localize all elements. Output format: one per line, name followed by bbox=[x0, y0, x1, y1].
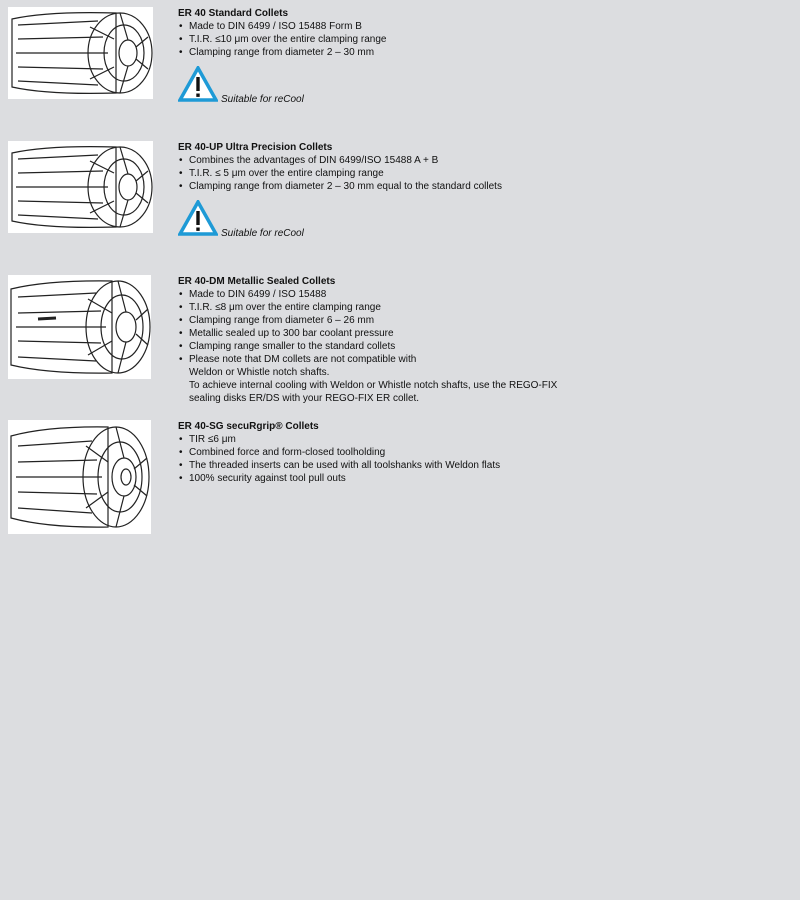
feature-item: • Clamping range from diameter 6 – 26 mm bbox=[178, 314, 778, 327]
collet-metallic-sealed-icon bbox=[8, 275, 151, 379]
feature-item: • T.I.R. ≤10 μm over the entire clamping range bbox=[178, 33, 778, 46]
product-er40-standard bbox=[8, 7, 778, 122]
feature-item: • TIR ≤6 μm bbox=[178, 433, 778, 446]
feature-item: • Please note that DM collets are not compatible with bbox=[178, 353, 778, 366]
feature-continuation bbox=[178, 366, 778, 405]
collet-standard-icon bbox=[8, 7, 153, 99]
continuation-line: Weldon or Whistle notch shafts. bbox=[189, 367, 330, 378]
continuation-line: To achieve internal cooling with Weldon or Whistle notch shafts, use the REGO-FIX bbox=[189, 380, 558, 391]
recool-note bbox=[178, 66, 778, 106]
feature-item: • Clamping range from diameter 2 – 30 mm bbox=[178, 46, 778, 59]
feature-list bbox=[178, 288, 778, 366]
collet-ultra-precision-icon bbox=[8, 141, 153, 233]
product-er40-up bbox=[8, 141, 778, 256]
recool-label: Suitable for reCool bbox=[221, 228, 304, 239]
feature-list bbox=[178, 20, 778, 59]
feature-item: • Combines the advantages of DIN 6499/ISO 15488 A + B bbox=[178, 154, 778, 167]
feature-item: • 100% security against tool pull outs bbox=[178, 472, 778, 485]
feature-list bbox=[178, 433, 778, 485]
continuation-line: sealing disks ER/DS with your REGO-FIX ER collet. bbox=[189, 393, 420, 404]
feature-item: • Combined force and form-closed toolholding bbox=[178, 446, 778, 459]
recool-note bbox=[178, 200, 778, 240]
feature-item: • Clamping range from diameter 2 – 30 mm equal to the standard collets bbox=[178, 180, 778, 193]
recool-label: Suitable for reCool bbox=[221, 94, 304, 105]
collet-securgrip-image bbox=[8, 420, 151, 534]
feature-item: • The threaded inserts can be used with all toolshanks with Weldon flats bbox=[178, 459, 778, 472]
feature-item: • Clamping range smaller to the standard collets bbox=[178, 340, 778, 353]
warning-triangle-icon bbox=[178, 200, 218, 236]
collet-standard-image bbox=[8, 7, 153, 99]
feature-item: • Metallic sealed up to 300 bar coolant pressure bbox=[178, 327, 778, 340]
feature-item: • Made to DIN 6499 / ISO 15488 bbox=[178, 288, 778, 301]
product-info bbox=[178, 275, 778, 405]
collet-metallic-sealed-image bbox=[8, 275, 151, 379]
product-title: ER 40 Standard Collets bbox=[178, 8, 289, 19]
product-title: ER 40-DM Metallic Sealed Collets bbox=[178, 276, 336, 287]
product-info bbox=[178, 420, 778, 485]
warning-triangle-icon bbox=[178, 66, 218, 102]
product-info bbox=[178, 7, 778, 106]
product-info bbox=[178, 141, 778, 240]
product-er40-sg bbox=[8, 420, 778, 535]
feature-item: • T.I.R. ≤ 5 μm over the entire clamping range bbox=[178, 167, 778, 180]
collet-securgrip-icon bbox=[8, 420, 151, 534]
collet-ultra-precision-image bbox=[8, 141, 153, 233]
feature-item: • T.I.R. ≤8 μm over the entire clamping range bbox=[178, 301, 778, 314]
feature-list bbox=[178, 154, 778, 193]
product-title: ER 40-UP Ultra Precision Collets bbox=[178, 142, 333, 153]
feature-item: • Made to DIN 6499 / ISO 15488 Form B bbox=[178, 20, 778, 33]
product-title: ER 40-SG secuRgrip® Collets bbox=[178, 421, 319, 432]
product-er40-dm bbox=[8, 275, 778, 405]
